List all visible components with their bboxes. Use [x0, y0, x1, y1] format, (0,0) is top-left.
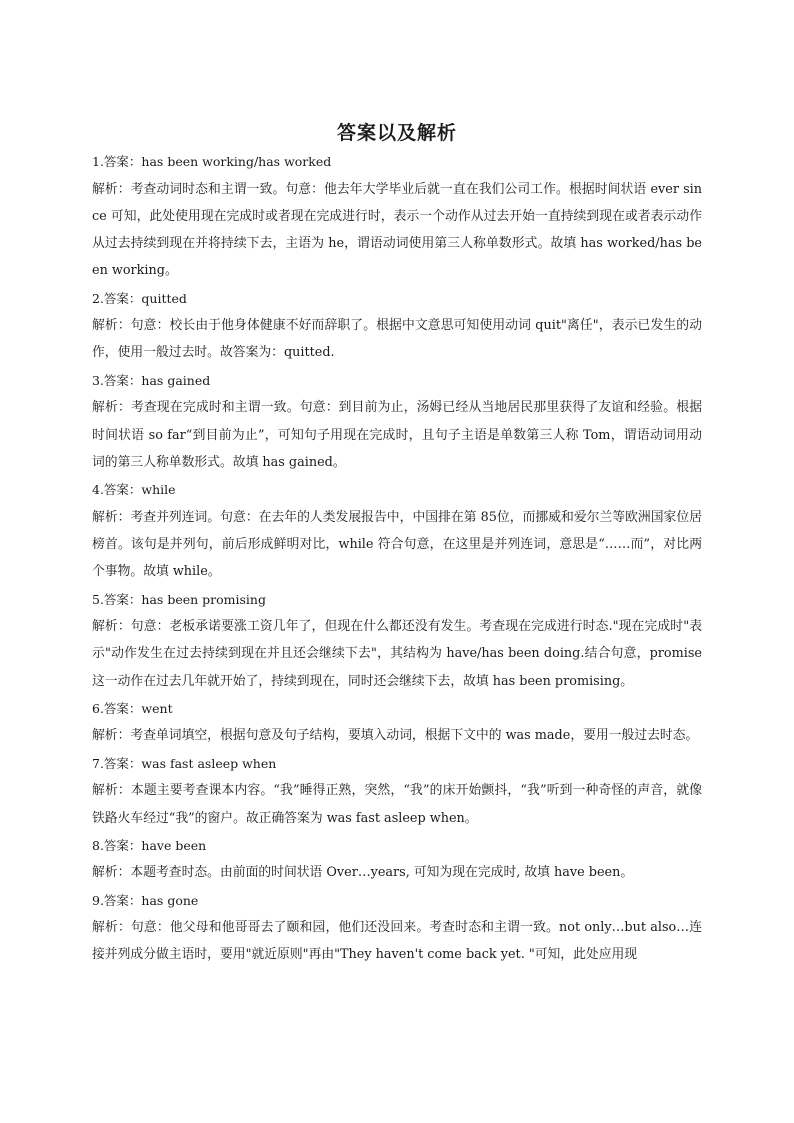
explanation-text: 解析：考查动词时态和主谓一致。句意：他去年大学毕业后就一直在我们公司工作。根据时间状语 ever since 可知，此处使用现在完成时或者现在完成进行时，表示一个动作从过去开始一直持续到现在或者表示动作从过去持续到现在并将持续下去，主语为 he，谓语动词使用第三人称单数形式。故填 has worked/has been working。 [92, 181, 702, 279]
answer-item-5 [92, 586, 702, 695]
explanation-text: 解析：本题考查时态。由前面的时间状语 Over…years, 可知为现在完成时, 故填 have been。 [92, 865, 634, 881]
answer-line: 7.答案：was fast asleep when [92, 755, 277, 771]
answer-sheet [92, 118, 702, 969]
explanation-text: 解析：句意：他父母和他哥哥去了颐和园，他们还没回来。考查时态和主谓一致。not only…but also…连接并列成分做主语时，要用"就近原则"再由"They haven't come back yet. "可知，此处应用现 [92, 920, 702, 963]
answer-line: 1.答案：has been working/has worked [92, 154, 332, 169]
explanation-text: 解析：考查并列连词。句意：在去年的人类发展报告中，中国排在第 85位，而挪威和爱尔兰等欧洲国家位居榜首。该句是并列句，前后形成鲜明对比，while 符合句意，在这里是并列连词，意思是“……而”，对比两个事物。故填 while。 [92, 509, 702, 580]
answer-item-8 [92, 832, 702, 887]
answer-item-9 [92, 887, 702, 969]
answer-item-2 [92, 285, 702, 367]
answer-line: 6.答案：went [92, 700, 173, 716]
explanation-text: 解析：句意：校长由于他身体健康不好而辞职了。根据中文意思可知使用动词 quit"离任"，表示已发生的动作，使用一般过去时。故答案为：quitted. [92, 318, 702, 361]
answer-line: 8.答案：have been [92, 837, 207, 853]
answer-item-4 [92, 476, 702, 585]
answer-item-3 [92, 367, 702, 476]
answer-line: 9.答案：has gone [92, 892, 199, 908]
answer-item-1 [92, 148, 702, 285]
answer-item-7 [92, 750, 702, 832]
explanation-text: 解析：考查现在完成时和主谓一致。句意：到目前为止，汤姆已经从当地居民那里获得了友谊和经验。根据时间状语 so far“到目前为止”，可知句子用现在完成时，且句子主语是单数第三人称 Tom，谓语动词用动词的第三人称单数形式。故填 has gained。 [92, 400, 702, 470]
answer-item-6 [92, 695, 702, 750]
page-title: 答案以及解析 [336, 122, 457, 144]
explanation-text: 解析：本题主要考查课本内容。“我”睡得正熟，突然，“我”的床开始颤抖，“我”听到一种奇怪的声音，就像铁路火车经过“我”的窗户。故正确答案为 was fast asleep when。 [92, 783, 702, 826]
answer-line: 3.答案：has gained [92, 372, 211, 388]
explanation-text: 解析：句意：老板承诺要涨工资几年了，但现在什么都还没有发生。考查现在完成进行时态."现在完成时"表示"动作发生在过去持续到现在并且还会继续下去"，其结构为 have/has been doing.结合句意，promise 这一动作在过去几年就开始了，持续到现在，同时还会继续下去，故填 has been promising。 [92, 619, 702, 689]
answer-line: 4.答案：while [92, 482, 176, 498]
answer-line: 2.答案：quitted [92, 290, 187, 306]
explanation-text: 解析：考查单词填空，根据句意及句子结构，要填入动词，根据下文中的 was made，要用一般过去时态。 [92, 728, 699, 744]
answer-line: 5.答案：has been promising [92, 591, 266, 607]
